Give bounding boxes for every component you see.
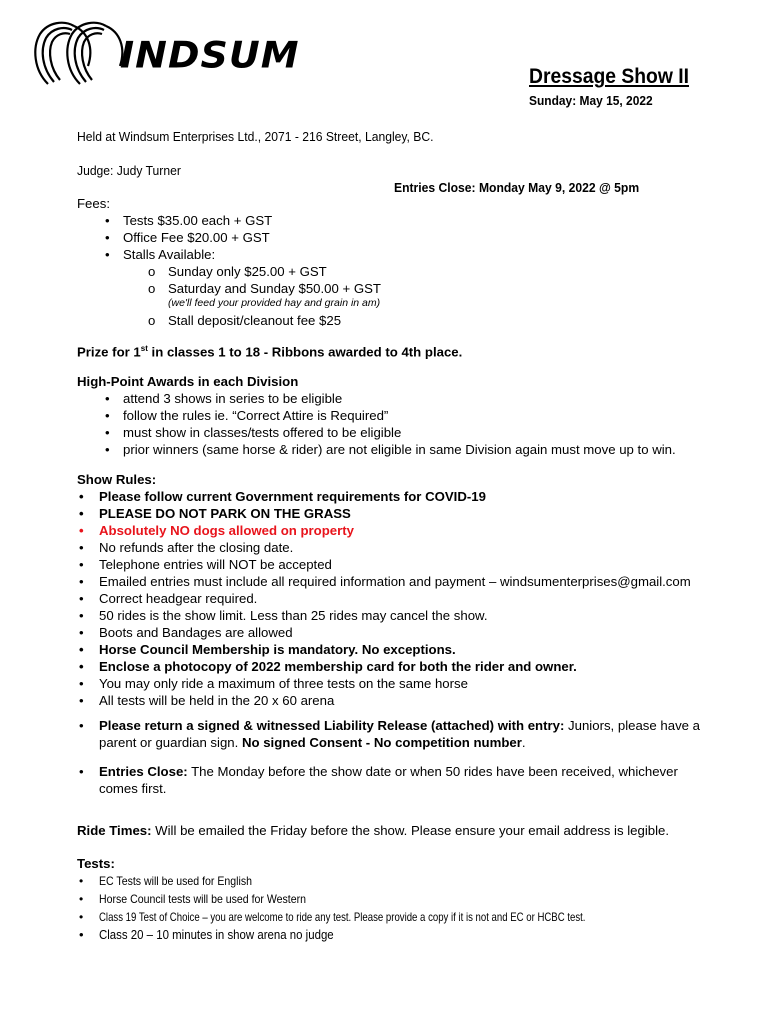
rules-section (77, 471, 747, 797)
list-item: • Tests $35.00 each + GST (77, 212, 747, 229)
list-item: • Telephone entries will NOT be accepted (77, 556, 747, 573)
rules-heading: Show Rules: (77, 472, 157, 487)
prize-text-b: in classes 1 to 18 - Ribbons awarded to 4th place. (147, 344, 463, 360)
list-item: Horse Council tests will be used for Western (99, 892, 306, 906)
highpoint-heading: High-Point Awards in each Division (77, 374, 299, 389)
list-item: • Horse Council Membership is mandatory. No exceptions. (77, 641, 747, 658)
list-item: Class 20 – 10 minutes in show arena no judge (99, 927, 334, 942)
stall-item: o Stall deposit/cleanout fee $25 (77, 312, 747, 329)
highpoint-section (77, 373, 747, 458)
list-item: Class 19 Test of Choice – you are welcome to ride any test. Please provide a copy if it is not and EC or HCBC test. (99, 910, 586, 924)
judge-line: Judge: Judy Turner (77, 163, 181, 178)
liability-item (77, 717, 747, 751)
ride-times-line (77, 822, 747, 839)
liability-rest: Juniors, please have a parent or guardian sign. (99, 718, 700, 750)
list-item: • Enclose a photocopy of 2022 membership card for both the rider and owner. (77, 658, 747, 675)
entries-close-label: Entries Close: (99, 764, 188, 779)
tests-section (77, 855, 747, 944)
entries-close-item (77, 763, 747, 797)
windsum-logo (30, 18, 300, 90)
list-item: • All tests will be held in the 20 x 60 arena (77, 692, 747, 709)
entries-close-text: The Monday before the show date or when 50 rides have been received, whichever comes first. (99, 764, 678, 796)
rules-list (77, 488, 747, 797)
highpoint-list (77, 390, 747, 458)
liability-bold2: No signed Consent - No competition number (241, 735, 522, 750)
fees-heading: Fees: (77, 196, 110, 211)
page-title: Dressage Show II (529, 65, 689, 88)
list-item-warning: • Absolutely NO dogs allowed on property (77, 522, 747, 539)
liability-bold: Please return a signed & witnessed Liability Release (attached) with entry: (99, 718, 565, 733)
tests-heading: Tests: (77, 856, 115, 871)
list-item: • follow the rules ie. “Correct Attire is Required” (77, 407, 747, 424)
list-item: • prior winners (same horse & rider) are not eligible in same Division again must move up to win. (77, 441, 747, 458)
list-item: EC Tests will be used for English (99, 874, 252, 888)
list-item: • attend 3 shows in series to be eligible (77, 390, 747, 407)
prize-sup: st (140, 344, 148, 353)
list-item: • Please follow current Government requirements for COVID-19 (77, 488, 747, 505)
horseshoe-icon (30, 18, 130, 90)
show-date: Sunday: May 15, 2022 (529, 93, 653, 108)
stall-item: o Saturday and Sunday $50.00 + GST (77, 280, 747, 297)
stall-item: o Sunday only $25.00 + GST (77, 263, 747, 280)
entries-close-top: Entries Close: Monday May 9, 2022 @ 5pm (394, 180, 640, 195)
list-item: • Emailed entries must include all required information and payment – windsumenterprises@gmail.com (77, 573, 747, 590)
ride-times-label: Ride Times: (77, 823, 152, 838)
list-item: • Stalls Available: (77, 246, 747, 263)
fees-section (77, 195, 747, 329)
prize-text-a: Prize for 1 (77, 344, 141, 360)
ride-times-text: Will be emailed the Friday before the show. Please ensure your email address is legible. (151, 823, 670, 838)
list-item: • No refunds after the closing date. (77, 539, 747, 556)
list-item: • Office Fee $20.00 + GST (77, 229, 747, 246)
tests-list (77, 872, 747, 944)
logo-text: INDSUM (120, 34, 300, 76)
list-item: • Correct headgear required. (77, 590, 747, 607)
fees-list (77, 212, 747, 329)
list-item: • 50 rides is the show limit. Less than 25 rides may cancel the show. (77, 607, 747, 624)
venue-line: Held at Windsum Enterprises Ltd., 2071 - 216 Street, Langley, BC. (77, 129, 434, 144)
prize-line (77, 340, 747, 360)
list-item: • You may only ride a maximum of three tests on the same horse (77, 675, 747, 692)
list-item: • PLEASE DO NOT PARK ON THE GRASS (77, 505, 747, 522)
list-item: • Boots and Bandages are allowed (77, 624, 747, 641)
liability-end: . (521, 735, 526, 750)
stall-note: (we'll feed your provided hay and grain in am) (168, 297, 381, 309)
list-item: • must show in classes/tests offered to be eligible (77, 424, 747, 441)
